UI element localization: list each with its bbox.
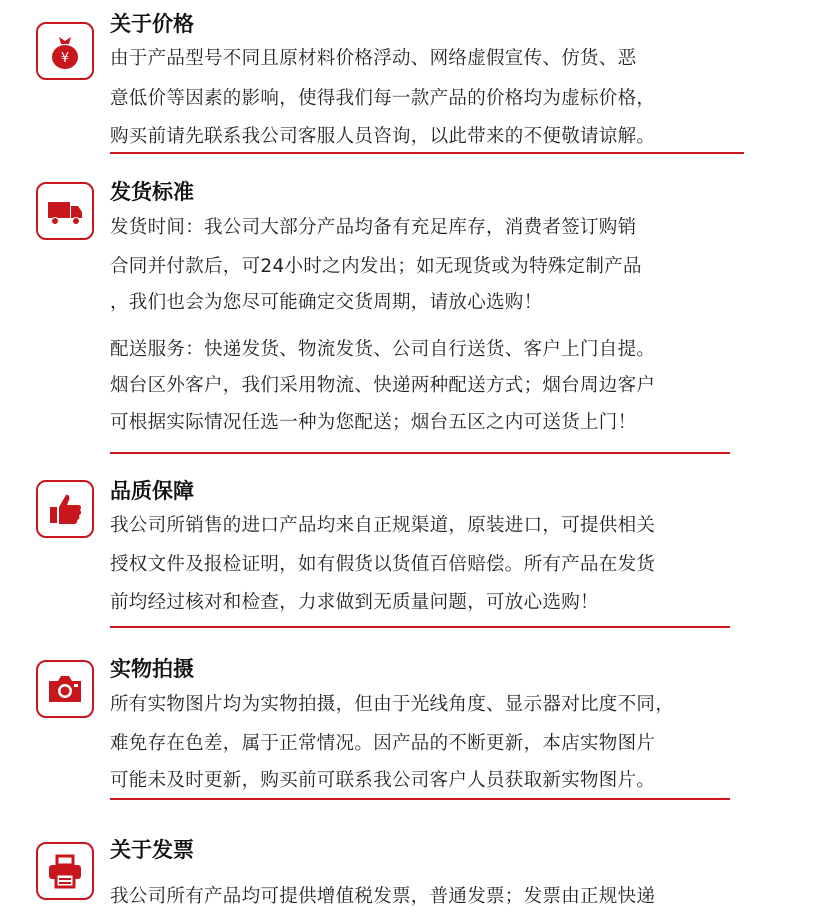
svg-text:¥: ¥ — [60, 51, 70, 66]
section-title: 品质保障 — [110, 479, 194, 503]
section-text-line: 可能未及时更新，购买前可联系我公司客户人员获取新实物图片。 — [110, 770, 656, 791]
section-divider — [110, 152, 744, 154]
section-text-line: 难免存在色差，属于正常情况。因产品的不断更新，本店实物图片 — [110, 733, 656, 754]
section-text-line: 由于产品型号不同且原材料价格浮动、网络虚假宣传、仿货、恶 — [110, 48, 637, 69]
section-text-line: 我公司所销售的进口产品均来自正规渠道，原装进口，可提供相关 — [110, 515, 656, 536]
printer-icon — [36, 842, 94, 900]
truck-icon — [36, 182, 94, 240]
section-divider — [110, 798, 730, 800]
section-title: 关于发票 — [110, 838, 194, 862]
section-title: 发货标准 — [110, 180, 194, 204]
money-bag-icon — [36, 22, 94, 80]
section-text-line: 所有实物图片均为实物拍摄，但由于光线角度、显示器对比度不同， — [110, 694, 675, 715]
camera-icon — [36, 660, 94, 718]
thumbs-up-icon — [36, 480, 94, 538]
section-text-line: 意低价等因素的影响，使得我们每一款产品的价格均为虚标价格， — [110, 88, 656, 109]
section-text-line: 购买前请先联系我公司客服人员咨询，以此带来的不便敬请谅解。 — [110, 126, 656, 147]
section-divider — [110, 626, 730, 628]
section-text-line: ，我们也会为您尽可能确定交货周期，请放心选购！ — [110, 292, 543, 313]
section-text-line: 发货时间：我公司大部分产品均备有充足库存，消费者签订购销 — [110, 217, 637, 238]
section-text-line: 合同并付款后，可24小时之内发出；如无现货或为特殊定制产品 — [110, 256, 642, 277]
section-text-line: 我公司所有产品均可提供增值税发票，普通发票；发票由正规快递 — [110, 886, 656, 907]
section-text-line: 可根据实际情况任选一种为您配送；烟台五区之内可送货上门！ — [110, 412, 637, 433]
section-text-line: 烟台区外客户，我们采用物流、快递两种配送方式；烟台周边客户 — [110, 375, 656, 396]
section-title: 关于价格 — [110, 12, 194, 36]
section-text-line: 配送服务：快递发货、物流发货、公司自行送货、客户上门自提。 — [110, 339, 656, 360]
section-divider — [110, 452, 730, 454]
section-text-line: 授权文件及报检证明，如有假货以货值百倍赔偿。所有产品在发货 — [110, 554, 656, 575]
section-text-line: 前均经过核对和检查，力求做到无质量问题，可放心选购！ — [110, 592, 599, 613]
section-title: 实物拍摄 — [110, 657, 194, 681]
